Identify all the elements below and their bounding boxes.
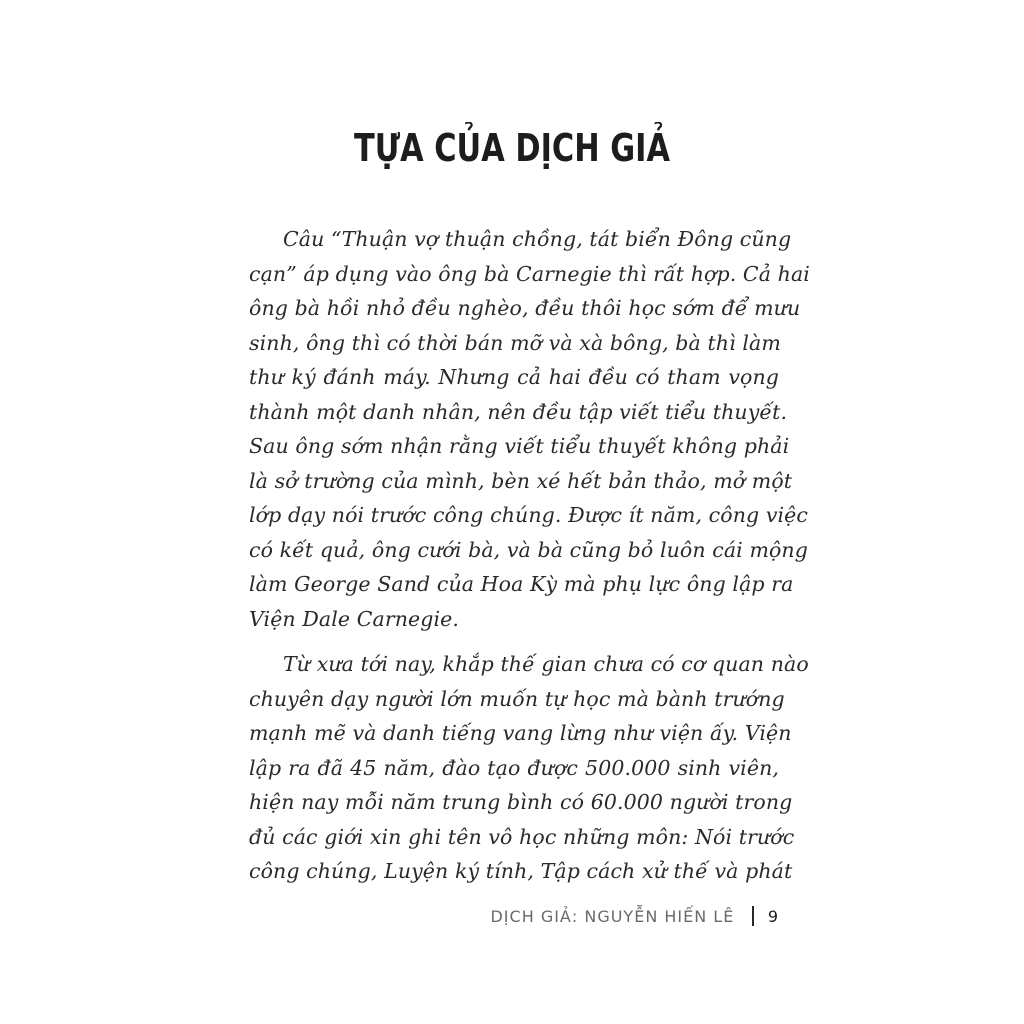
- text-line: công chúng, Luyện ký tính, Tập cách xử thế và phát: [249, 859, 793, 883]
- text-line: có kết quả, ông cưới bà, và bà cũng bỏ luôn cái mộng: [249, 537, 808, 562]
- text-line: Từ xưa tới nay, khắp thế gian chưa có cơ quan nào: [283, 652, 809, 676]
- text-line: Câu “Thuận vợ thuận chồng, tát biển Đông cũng: [283, 227, 792, 251]
- text-line: Sau ông sớm nhận rằng viết tiểu thuyết không phải: [249, 434, 790, 458]
- text-line: thành một danh nhân, nên đều tập viết tiểu thuyết.: [249, 399, 788, 424]
- text-line: mạnh mẽ và danh tiếng vang lừng như viện ấy. Viện: [249, 721, 792, 745]
- text-line: chuyên dạy người lớn muốn tự học mà bành trướng: [249, 686, 785, 711]
- text-line: làm George Sand của Hoa Kỳ mà phụ lực ông lập ra: [249, 572, 794, 596]
- page-number: 9: [767, 906, 778, 926]
- footer-divider: [752, 906, 754, 926]
- text-line: là sở trường của mình, bèn xé hết bản thảo, mở một: [249, 468, 793, 493]
- text-line: Viện Dale Carnegie.: [249, 606, 459, 631]
- chapter-title: TỰA CỦA DỊCH GIẢ: [353, 126, 671, 170]
- text-line: đủ các giới xin ghi tên vô học những môn: Nói trước: [249, 824, 795, 849]
- paragraph-1: [249, 222, 810, 636]
- text-line: lớp dạy nói trước công chúng. Được ít năm, công việc: [249, 503, 808, 527]
- body-text: [249, 222, 810, 889]
- page-footer: [490, 906, 778, 926]
- text-line: sinh, ông thì có thời bán mỡ và xà bông, bà thì làm: [249, 330, 781, 355]
- text-line: ông bà hồi nhỏ đều nghèo, đều thôi học sớm để mưu: [249, 296, 801, 320]
- text-line: thư ký đánh máy. Nhưng cả hai đều có tham vọng: [249, 365, 779, 389]
- text-line: lập ra đã 45 năm, đào tạo được 500.000 sinh viên,: [249, 755, 779, 780]
- footer-author: DỊCH GIẢ: NGUYỄN HIẾN LÊ: [490, 906, 735, 926]
- paragraph-2: [249, 647, 809, 889]
- text-line: hiện nay mỗi năm trung bình có 60.000 người trong: [249, 790, 793, 814]
- text-line: cạn” áp dụng vào ông bà Carnegie thì rất hợp. Cả hai: [249, 261, 810, 286]
